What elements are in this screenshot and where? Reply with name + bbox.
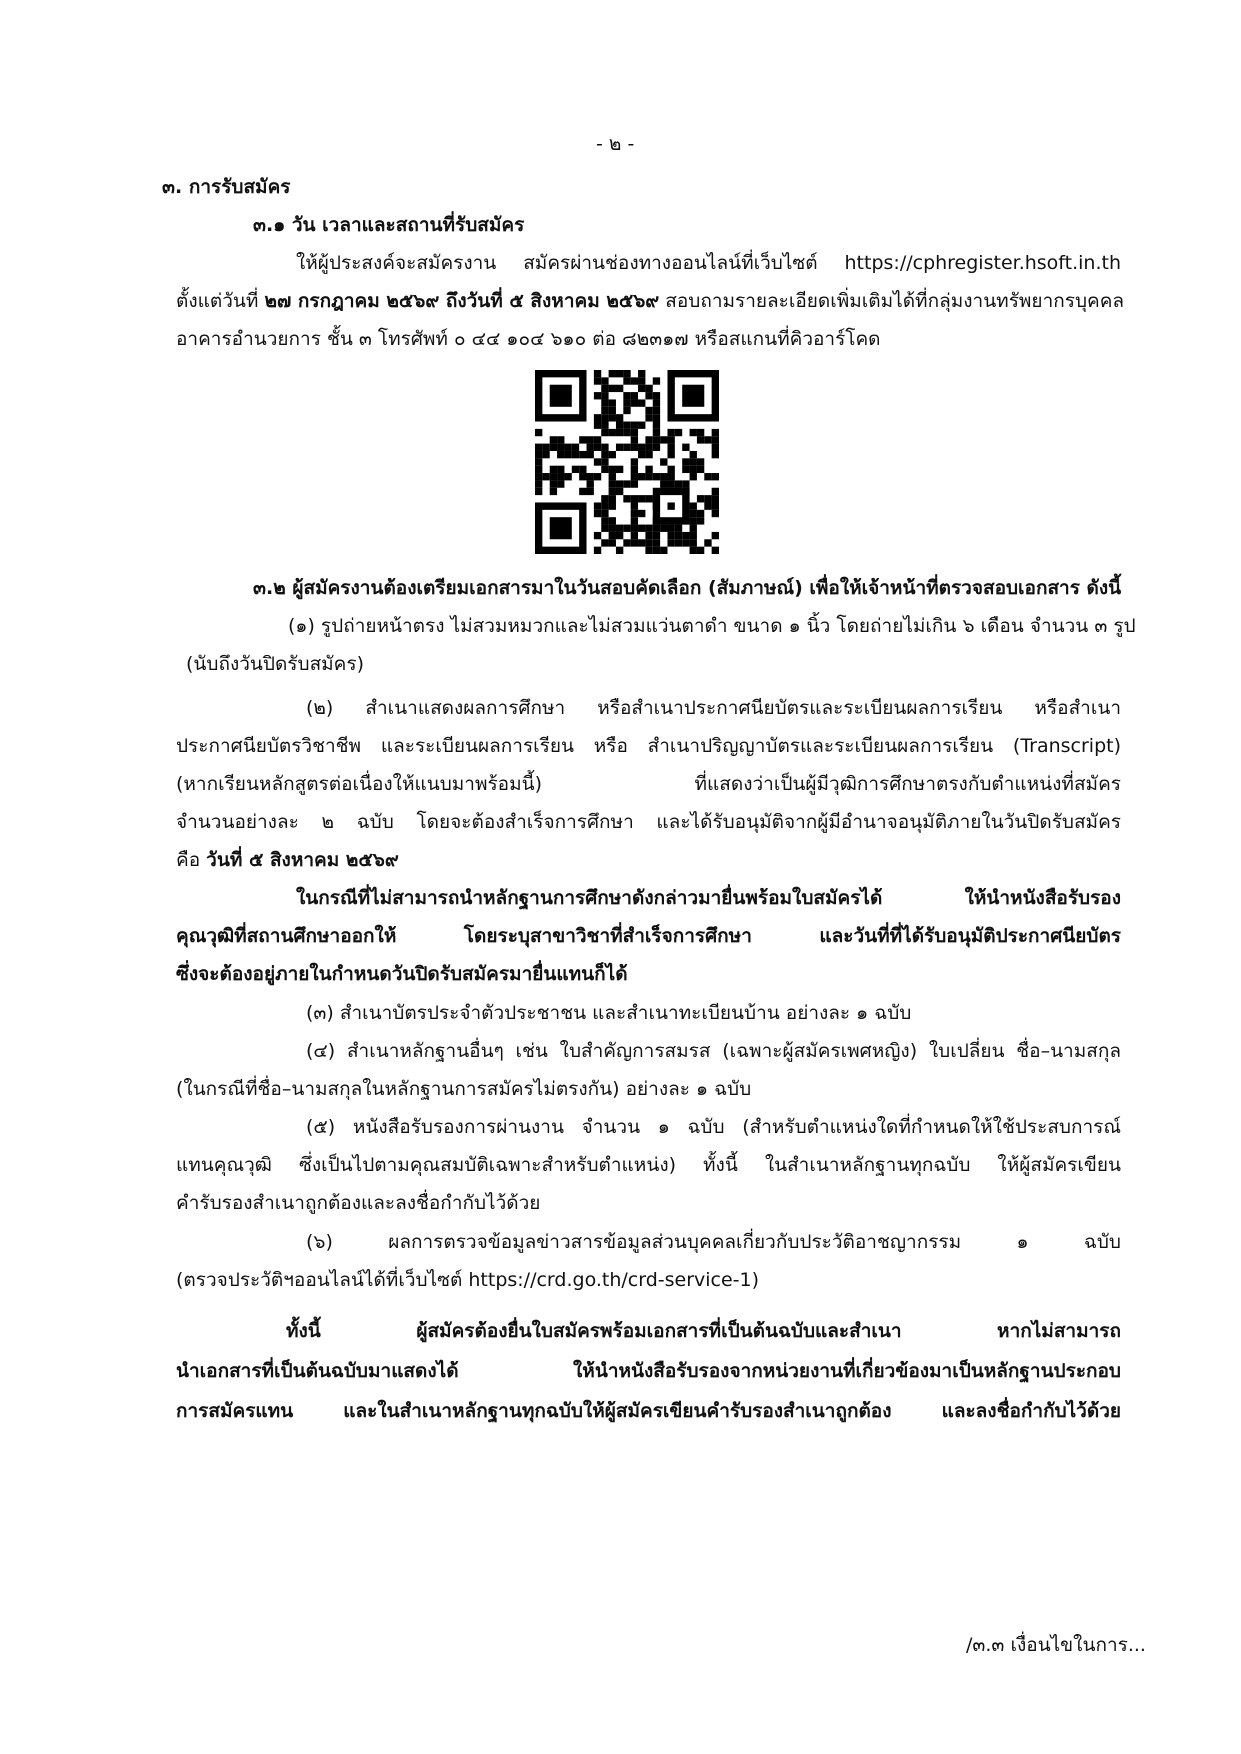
section-3-1-line-1: ให้ผู้ประสงค์จะสมัครงาน สมัครผ่านช่องทางออนไลน์ที่เว็บไซต์ https://cphregister.hsoft.in.th (296, 252, 1121, 274)
item-3: (๓) สำเนาบัตรประจำตัวประชาชน และสำเนาทะเบียนบ้าน อย่างละ ๑ ฉบับ (306, 1002, 912, 1024)
item-1-line-1: (๑) รูปถ่ายหน้าตรง ไม่สวมหมวกและไม่สวมแว่นตาดำ ขนาด ๑ นิ้ว โดยถ่ายไม่เกิน ๖ เดือน จำนวน ๓ รูป (288, 615, 1136, 637)
item-5-line-1: (๕) หนังสือรับรองการผ่านงาน จำนวน ๑ ฉบับ (สำหรับตำแหน่งใดที่กำหนดให้ใช้ประสบการณ์ (306, 1116, 1121, 1138)
section-3-1-heading: ๓.๑ วัน เวลาและสถานที่รับสมัคร (253, 214, 525, 236)
section-3-1-line-3: อาคารอำนวยการ ชั้น ๓ โทรศัพท์ ๐ ๔๔ ๑๐๔ ๖๑๐ ต่อ ๘๒๓๑๗ หรือสแกนที่คิวอาร์โคด (176, 328, 881, 350)
note-line-2: คุณวุฒิที่สถานศึกษาออกให้ โดยระบุสาขาวิชาที่สำเร็จการศึกษา และวันที่ที่ได้รับอนุมัติประกาศนียบัตร (176, 925, 1121, 947)
final-line-1: ทั้งนี้ ผู้สมัครต้องยื่นใบสมัครพร้อมเอกสารที่เป็นต้นฉบับและสำเนา หากไม่สามารถ (286, 1320, 1121, 1342)
note-line-1: ในกรณีที่ไม่สามารถนำหลักฐานการศึกษาดังกล่าวมายื่นพร้อมใบสมัครได้ ให้นำหนังสือรับรอง (296, 887, 1121, 909)
item-5-line-2: แทนคุณวุฒิ ซึ่งเป็นไปตามคุณสมบัติเฉพาะสำหรับตำแหน่ง) ทั้งนี้ ในสำเนาหลักฐานทุกฉบับ ให้ผู้สมัครเขียน (176, 1154, 1121, 1176)
item-1-line-2: (นับถึงวันปิดรับสมัคร) (186, 653, 365, 675)
item-5-line-3: คำรับรองสำเนาถูกต้องและลงชื่อกำกับไว้ด้วย (176, 1192, 541, 1214)
item-2-line-3: (หากเรียนหลักสูตรต่อเนื่องให้แนบมาพร้อมนี้) ที่แสดงว่าเป็นผู้มีวุฒิการศึกษาตรงกับตำแหน่งที่สมัคร (176, 773, 1121, 795)
section-3-heading: ๓. การรับสมัคร (162, 176, 291, 198)
qr-code-icon (535, 370, 719, 554)
item-2-line-2: ประกาศนียบัตรวิชาชีพ และระเบียนผลการเรียน หรือ สำเนาปริญญาบัตรและระเบียนผลการเรียน (Transcript) (176, 735, 1121, 757)
item-2-line-4: จำนวนอย่างละ ๒ ฉบับ โดยจะต้องสำเร็จการศึกษา และได้รับอนุมัติจากผู้มีอำนาจอนุมัติภายในวันปิดรับสมัคร (176, 811, 1121, 833)
section-3-1-line-2: ตั้งแต่วันที่ ๒๗ กรกฎาคม ๒๕๖๙ ถึงวันที่ ๕ สิงหาคม ๒๕๖๙ สอบถามรายละเอียดเพิ่มเติมได้ที่กลุ่มงานทรัพยากรบุคคล (176, 290, 1125, 312)
section-3-2-heading: ๓.๒ ผู้สมัครงานต้องเตรียมเอกสารมาในวันสอบคัดเลือก (สัมภาษณ์) เพื่อให้เจ้าหน้าที่ตรวจสอบเอกสาร ดังนี้ (253, 577, 1122, 599)
item-6-line-1: (๖) ผลการตรวจข้อมูลข่าวสารข้อมูลส่วนบุคคลเกี่ยวกับประวัติอาชญากรรม ๑ ฉบับ (306, 1231, 1121, 1253)
final-line-3: การสมัครแทน และในสำเนาหลักฐานทุกฉบับให้ผู้สมัครเขียนคำรับรองสำเนาถูกต้อง และลงชื่อกำกับไว้ด้วย (176, 1400, 1121, 1422)
page-number: - ๒ - (596, 133, 635, 155)
final-line-2: นำเอกสารที่เป็นต้นฉบับมาแสดงได้ ให้นำหนังสือรับรองจากหน่วยงานที่เกี่ยวข้องมาเป็นหลักฐานประกอบ (176, 1360, 1121, 1382)
item-2-line-5: คือ วันที่ ๕ สิงหาคม ๒๕๖๙ (176, 849, 399, 871)
item-2-line-1: (๒) สำเนาแสดงผลการศึกษา หรือสำเนาประกาศนียบัตรและระเบียนผลการเรียน หรือสำเนา (306, 697, 1121, 719)
note-line-3: ซึ่งจะต้องอยู่ภายในกำหนดวันปิดรับสมัครมายื่นแทนก็ได้ (176, 963, 628, 985)
item-4-line-1: (๔) สำเนาหลักฐานอื่นๆ เช่น ใบสำคัญการสมรส (เฉพาะผู้สมัครเพศหญิง) ใบเปลี่ยน ชื่อ–นามสกุล (306, 1040, 1121, 1062)
item-4-line-2: (ในกรณีที่ชื่อ–นามสกุลในหลักฐานการสมัครไม่ตรงกัน) อย่างละ ๑ ฉบับ (176, 1078, 752, 1100)
item-6-line-2: (ตรวจประวัติฯออนไลน์ได้ที่เว็บไซต์ https://crd.go.th/crd-service-1) (176, 1269, 760, 1291)
continuation-note: /๓.๓ เงื่อนไขในการ... (966, 1634, 1146, 1656)
